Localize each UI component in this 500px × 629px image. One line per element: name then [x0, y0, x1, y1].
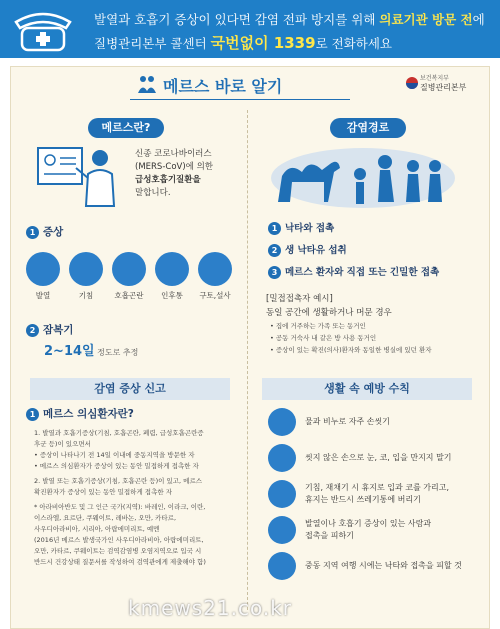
symptom-label: 인후통 [161, 291, 183, 300]
close-contact-list: • 집에 거주하는 가족 또는 동거인 • 공동 거숙사 내 같은 방 사용 동거인 • 증상이 있는 확진(의사)환자와 동일한 병실에 있던 환자 [270, 322, 432, 354]
cough-icon [69, 252, 103, 286]
symptom-label: 구토,설사 [199, 291, 231, 300]
people-icon [136, 73, 158, 95]
symptom-label: 기침 [78, 291, 94, 300]
government-logo-icon [405, 76, 419, 90]
prevention-item: 기침, 재채기 시 휴지로 입과 코를 가리고, 휴지는 반드시 쓰레기통에 버리기 [305, 483, 449, 504]
phone-medical-icon [10, 8, 76, 52]
header-line-2: 질병관리본부 콜센터 국번없이 1339로 전화하세요 [94, 34, 392, 52]
watermark: kmews21.co.kr [128, 596, 292, 620]
breathing-difficulty-icon [112, 252, 146, 286]
fever-icon [26, 252, 60, 286]
close-contact-examples: [밀접접촉자 예시] 동일 공간에 생활하거나 머문 경우 [266, 294, 392, 318]
camel-people-icon [268, 142, 458, 212]
page-title: 메르스 바로 알기 [163, 77, 283, 96]
route-item: 3 메르스 환자와 직접 또는 긴밀한 접촉 [268, 264, 439, 279]
report-band: 감염 증상 신고 [30, 378, 230, 400]
infection-route-pill: 감염경로 [330, 118, 406, 138]
symptom-label: 발열 [35, 291, 51, 300]
prevention-item: 씻지 않은 손으로 눈, 코, 입을 만지지 말기 [305, 453, 452, 462]
handwash-icon [268, 408, 296, 436]
incubation-period: 2~14일 정도로 추정 [44, 344, 139, 359]
sore-throat-icon [155, 252, 189, 286]
prevention-item: 물과 비누로 자주 손씻기 [305, 417, 390, 426]
camel-warning-icon [268, 552, 296, 580]
prevention-item: 중동 지역 여행 시에는 낙타와 접촉을 피할 것 [305, 561, 462, 570]
prevention-band: 생활 속 예방 수칙 [262, 378, 472, 400]
no-touch-face-icon [268, 444, 296, 472]
symptom-label: 호흡곤란 [114, 291, 144, 300]
suspect-criteria: 1. 발열과 호흡기증상(기침, 호흡곤란, 폐렴, 급성호흡곤란증 후군 등)이 있으면서 • 증상이 나타나기 전 14일 이내에 중동지역을 방문한 자 • 메르스 의심환자가 증상이 있는 동안 밀접하게 접촉한 자 2. 발열 또는 호흡기증상(기침, 호흡곤란 등)이 있고, 메르스 확진환자가 증상이 있는 동안 밀접하게 접촉한 자 * 아라비아반도 및 그 인근 국가(지역): 바레인, 이라크, 이란, 이스라엘, 요르단, 쿠웨이트, 레바논, 오만, 카타르, 사우디아라비아, 시리아, 아랍에미리트, 예멘 (2016년 메르스 발생국가인 사우디아라비아, 아랍에미리트, 오만, 카타르, 쿠웨이트는 검역감염병 오염지역으로 입국 시 반드시 건강상태 질문서를 작성하여 검역관에게 제출해야 함) [34, 429, 206, 566]
route-item: 1 낙타와 접촉 [268, 220, 334, 235]
logo-text: 보건복지부 질병관리본부 [420, 75, 467, 92]
prevention-item: 발열이나 호흡기 증상이 있는 사람과 접촉을 피하기 [305, 519, 432, 540]
column-divider [247, 110, 248, 610]
incubation-heading: 2 잠복기 [26, 322, 73, 337]
suspect-heading: 1 메르스 의심환자란? [26, 406, 134, 421]
mers-definition-pill: 메르스란? [88, 118, 164, 138]
cover-cough-icon [268, 480, 296, 508]
symptom-heading: 1 증상 [26, 224, 63, 239]
header-banner [0, 0, 500, 58]
vomiting-icon [198, 252, 232, 286]
avoid-contact-icon [268, 516, 296, 544]
mers-description: 신종 코로나바이러스 (MERS-CoV)에 의한 급성호흡기질환을 말합니다. [135, 149, 213, 198]
title-underline [130, 99, 350, 100]
route-item: 2 생 낙타유 섭취 [268, 242, 347, 257]
doctor-presentation-icon [36, 144, 122, 208]
header-line-1: 발열과 호흡기 증상이 있다면 감염 전파 방지를 위해 의료기관 방문 전에 [94, 12, 485, 27]
